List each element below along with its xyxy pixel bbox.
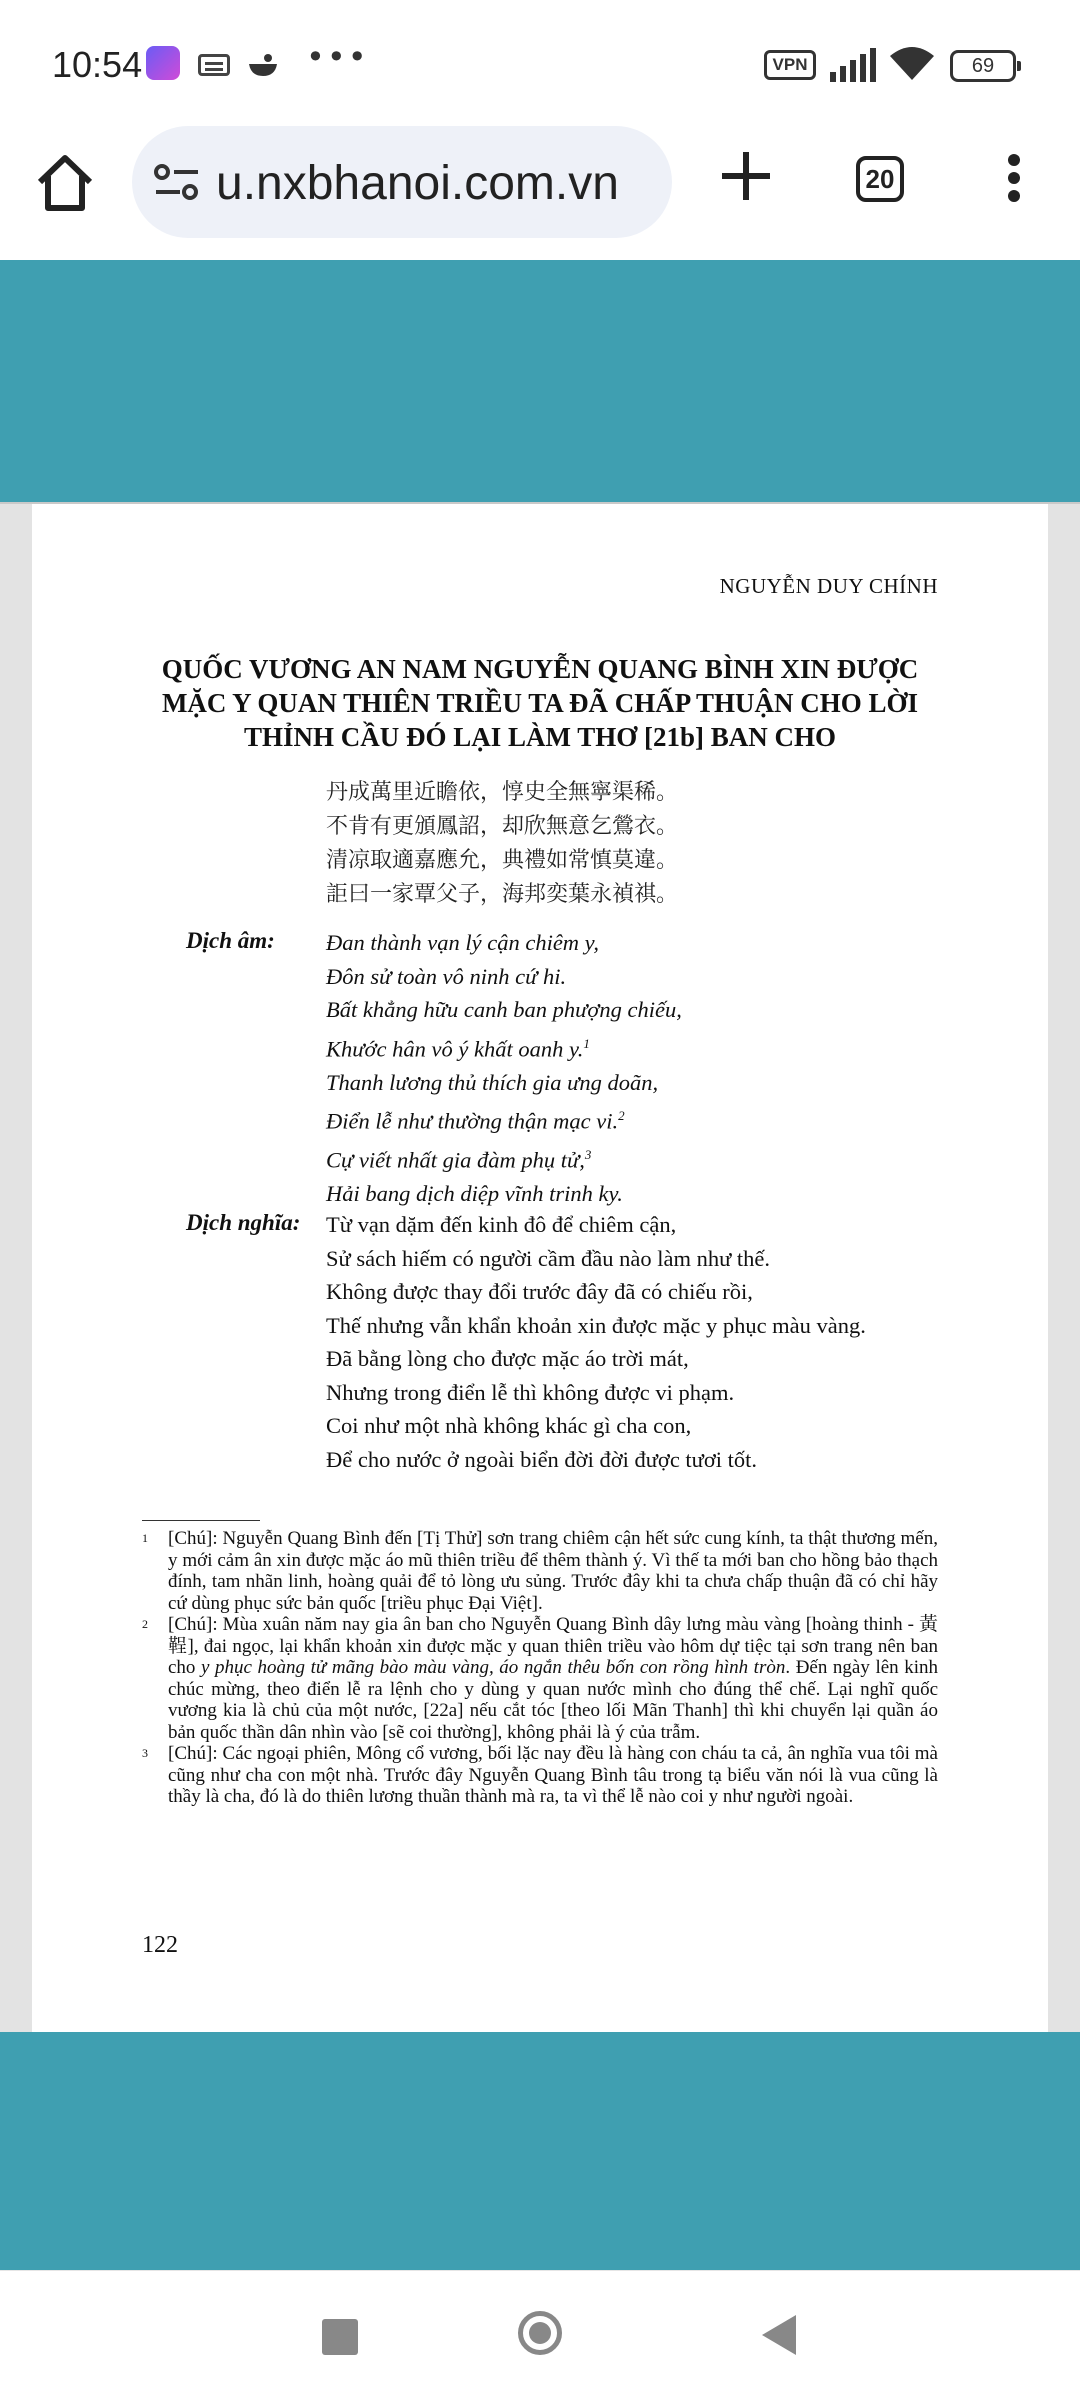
verse-line: Bất khẳng hữu canh ban phượng chiếu, <box>326 997 682 1022</box>
footnote-text: [Chú]: Nguyễn Quang Bình đến [Tị Thử] sơn trang chiêm cận hết sức cung kính, ta thật thương mến, y mới cảm ân xin được mặc áo mũ thiên triều để thêm thành ý. Vì thế ta mới ban cho hồng bảo thạch đính, tam nhãn linh, hoàng quải để tỏ lòng ưu sủng. Trước đây khi ta chưa chấp thuận đã có chỉ hãy cứ dùng phục sức bản quốc [triều phục Đại Việt]. <box>168 1528 938 1614</box>
title-line: QUỐC VƯƠNG AN NAM NGUYỄN QUANG BÌNH XIN ĐƯỢC <box>161 654 919 684</box>
title-line: MẶC Y QUAN THIÊN TRIỀU TA ĐÃ CHẤP THUẬN CHO LỜI <box>161 688 919 718</box>
plus-icon[interactable] <box>716 146 776 206</box>
verse-line: Thế nhưng vẫn khẩn khoản xin được mặc y phục màu vàng. <box>326 1312 866 1338</box>
recent-apps-icon[interactable] <box>322 2319 358 2355</box>
app-icon <box>146 46 180 80</box>
battery-indicator: 69 <box>950 50 1016 82</box>
dich-nghia-label: Dịch nghĩa: <box>186 1210 301 1235</box>
title-line: THỈNH CẦU ĐÓ LẠI LÀM THƠ [21b] BAN CHO <box>243 722 837 752</box>
verse-line <box>326 1027 682 1066</box>
verse-line: Nhưng trong điển lễ thì không được vi phạm. <box>326 1379 735 1405</box>
footnote-number: 3 <box>142 1746 148 1760</box>
verse-line: Hải bang dịch diệp vĩnh trinh ky. <box>326 1181 623 1206</box>
dich-am-verse <box>326 926 682 1211</box>
verse-line <box>326 1138 682 1177</box>
footnote-text: . Đến ngày lên kinh chúc mừng, theo điển lễ ra lệnh cho y dùng y quan nước mình cho đúng thể chế. Lại nghĩ quốc vương kia là chủ của một nước, [22a] nếu cắt tóc [theo lối Mãn Thanh] thì khi chuyển lại quần áo bản quốc thần dân nhìn vào [sẽ coi thường], không phải là ý của trẫm. <box>168 1657 939 1743</box>
system-nav-bar <box>0 2270 1080 2401</box>
poem-line: 不肯有更頒鳳詔，却欣無意乞鶯衣。 <box>326 814 679 839</box>
footnote <box>142 1614 938 1743</box>
footnote-ref[interactable]: 3 <box>584 1147 592 1162</box>
verse-line: Coi như một nhà không khác gì cha con, <box>326 1413 692 1438</box>
overflow-dots-icon: ••• <box>306 38 369 76</box>
verse-line: Để cho nước ở ngoài biển đời đời được tươi tốt. <box>326 1446 758 1472</box>
url-text[interactable]: u.nxbhanoi.com.vn <box>216 157 619 210</box>
footnote-ref[interactable]: 1 <box>583 1035 590 1051</box>
verse-text: Cự viết nhất gia đàm phụ tử, <box>326 1147 585 1173</box>
vpn-badge: VPN <box>764 50 816 80</box>
home-icon[interactable] <box>30 148 100 218</box>
footnote <box>142 1743 938 1808</box>
document-page <box>32 504 1048 2032</box>
keyboard-icon <box>198 54 230 76</box>
footnote <box>142 1528 938 1614</box>
footnote-text: [Chú]: Các ngoại phiên, Mông cổ vương, bối lặc nay đều là hàng con cháu ta cả, ân nghĩa vua tôi mà cũng như cha con một nhà. Trước đây Nguyễn Quang Bình tâu trong tạ biểu văn nói là vua cũng là thầy là cha, đó là do thiên lương thuần thành mà ra, ta vì thể lễ nào coi y như người ngoài. <box>168 1743 938 1807</box>
tab-switcher-button[interactable]: 20 <box>856 156 904 202</box>
wifi-icon <box>888 46 936 82</box>
verse-line: Đan thành vạn lý cận chiêm y, <box>326 930 600 955</box>
verse-line: Từ vạn dặm đến kinh đô để chiêm cận, <box>326 1212 677 1237</box>
verse-line: Đã bằng lòng cho được mặc áo trời mát, <box>326 1346 689 1371</box>
status-time: 10:54 <box>52 44 143 85</box>
verse-line: Không được thay đổi trước đây đã có chiếu rồi, <box>326 1279 753 1304</box>
browser-toolbar <box>0 120 1080 260</box>
verse-line: Sử sách hiếm có người cầm đầu nào làm như thế. <box>326 1245 771 1271</box>
site-info-icon[interactable] <box>154 162 200 202</box>
dich-am-label: Dịch âm: <box>186 928 275 953</box>
verse-text: Điển lễ như thường thận mạc vi. <box>326 1108 619 1134</box>
poem-line: 詎曰一家覃父子，海邦奕葉永禎祺。 <box>326 882 679 907</box>
chinese-poem <box>326 776 678 912</box>
signal-icon <box>828 48 878 82</box>
status-bar <box>0 0 1080 120</box>
page-title <box>132 652 948 754</box>
bowl-icon <box>246 52 280 78</box>
page-number: 122 <box>142 1932 178 1958</box>
more-vert-icon[interactable] <box>994 150 1034 210</box>
footnote-number: 1 <box>142 1531 148 1545</box>
footnotes <box>142 1528 938 1808</box>
footnote-text: [Chú]: Mùa xuân năm nay gia ân ban cho Nguyễn Quang Bình dây lưng màu vàng [hoàng thinh - 黃鞓], đai ngọc, lại khẩn khoản xin được mặc y quan thiên triều vào hôm dự tiệc tại sơn trang nên ban cho <box>168 1614 938 1678</box>
footnote-divider <box>142 1520 260 1521</box>
verse-line: Thanh lương thủ thích gia ưng doãn, <box>326 1069 659 1095</box>
footnote-ref[interactable]: 2 <box>618 1108 625 1123</box>
page-frame <box>0 502 1080 2032</box>
back-icon[interactable] <box>762 2315 796 2355</box>
verse-text: Khước hân vô ý khất oanh y. <box>326 1036 584 1061</box>
home-circle-icon[interactable] <box>518 2311 562 2355</box>
poem-line: 丹成萬里近瞻依，惇史全無寧渠稀。 <box>326 780 679 805</box>
running-head: NGUYỄN DUY CHÍNH <box>719 574 938 598</box>
poem-line: 清凉取適嘉應允，典禮如常慎莫違。 <box>326 848 679 873</box>
footnote-number: 2 <box>142 1617 148 1631</box>
address-bar[interactable] <box>132 126 672 238</box>
verse-line <box>326 1099 682 1138</box>
pdf-viewer[interactable] <box>0 260 1080 2270</box>
verse-line: Đôn sử toàn vô ninh cứ hi. <box>326 963 567 989</box>
footnote-italic-text: y phục hoàng tử mãng bào màu vàng, áo ngắn thêu bốn con rồng hình tròn <box>201 1657 786 1678</box>
dich-nghia-verse <box>326 1208 866 1476</box>
